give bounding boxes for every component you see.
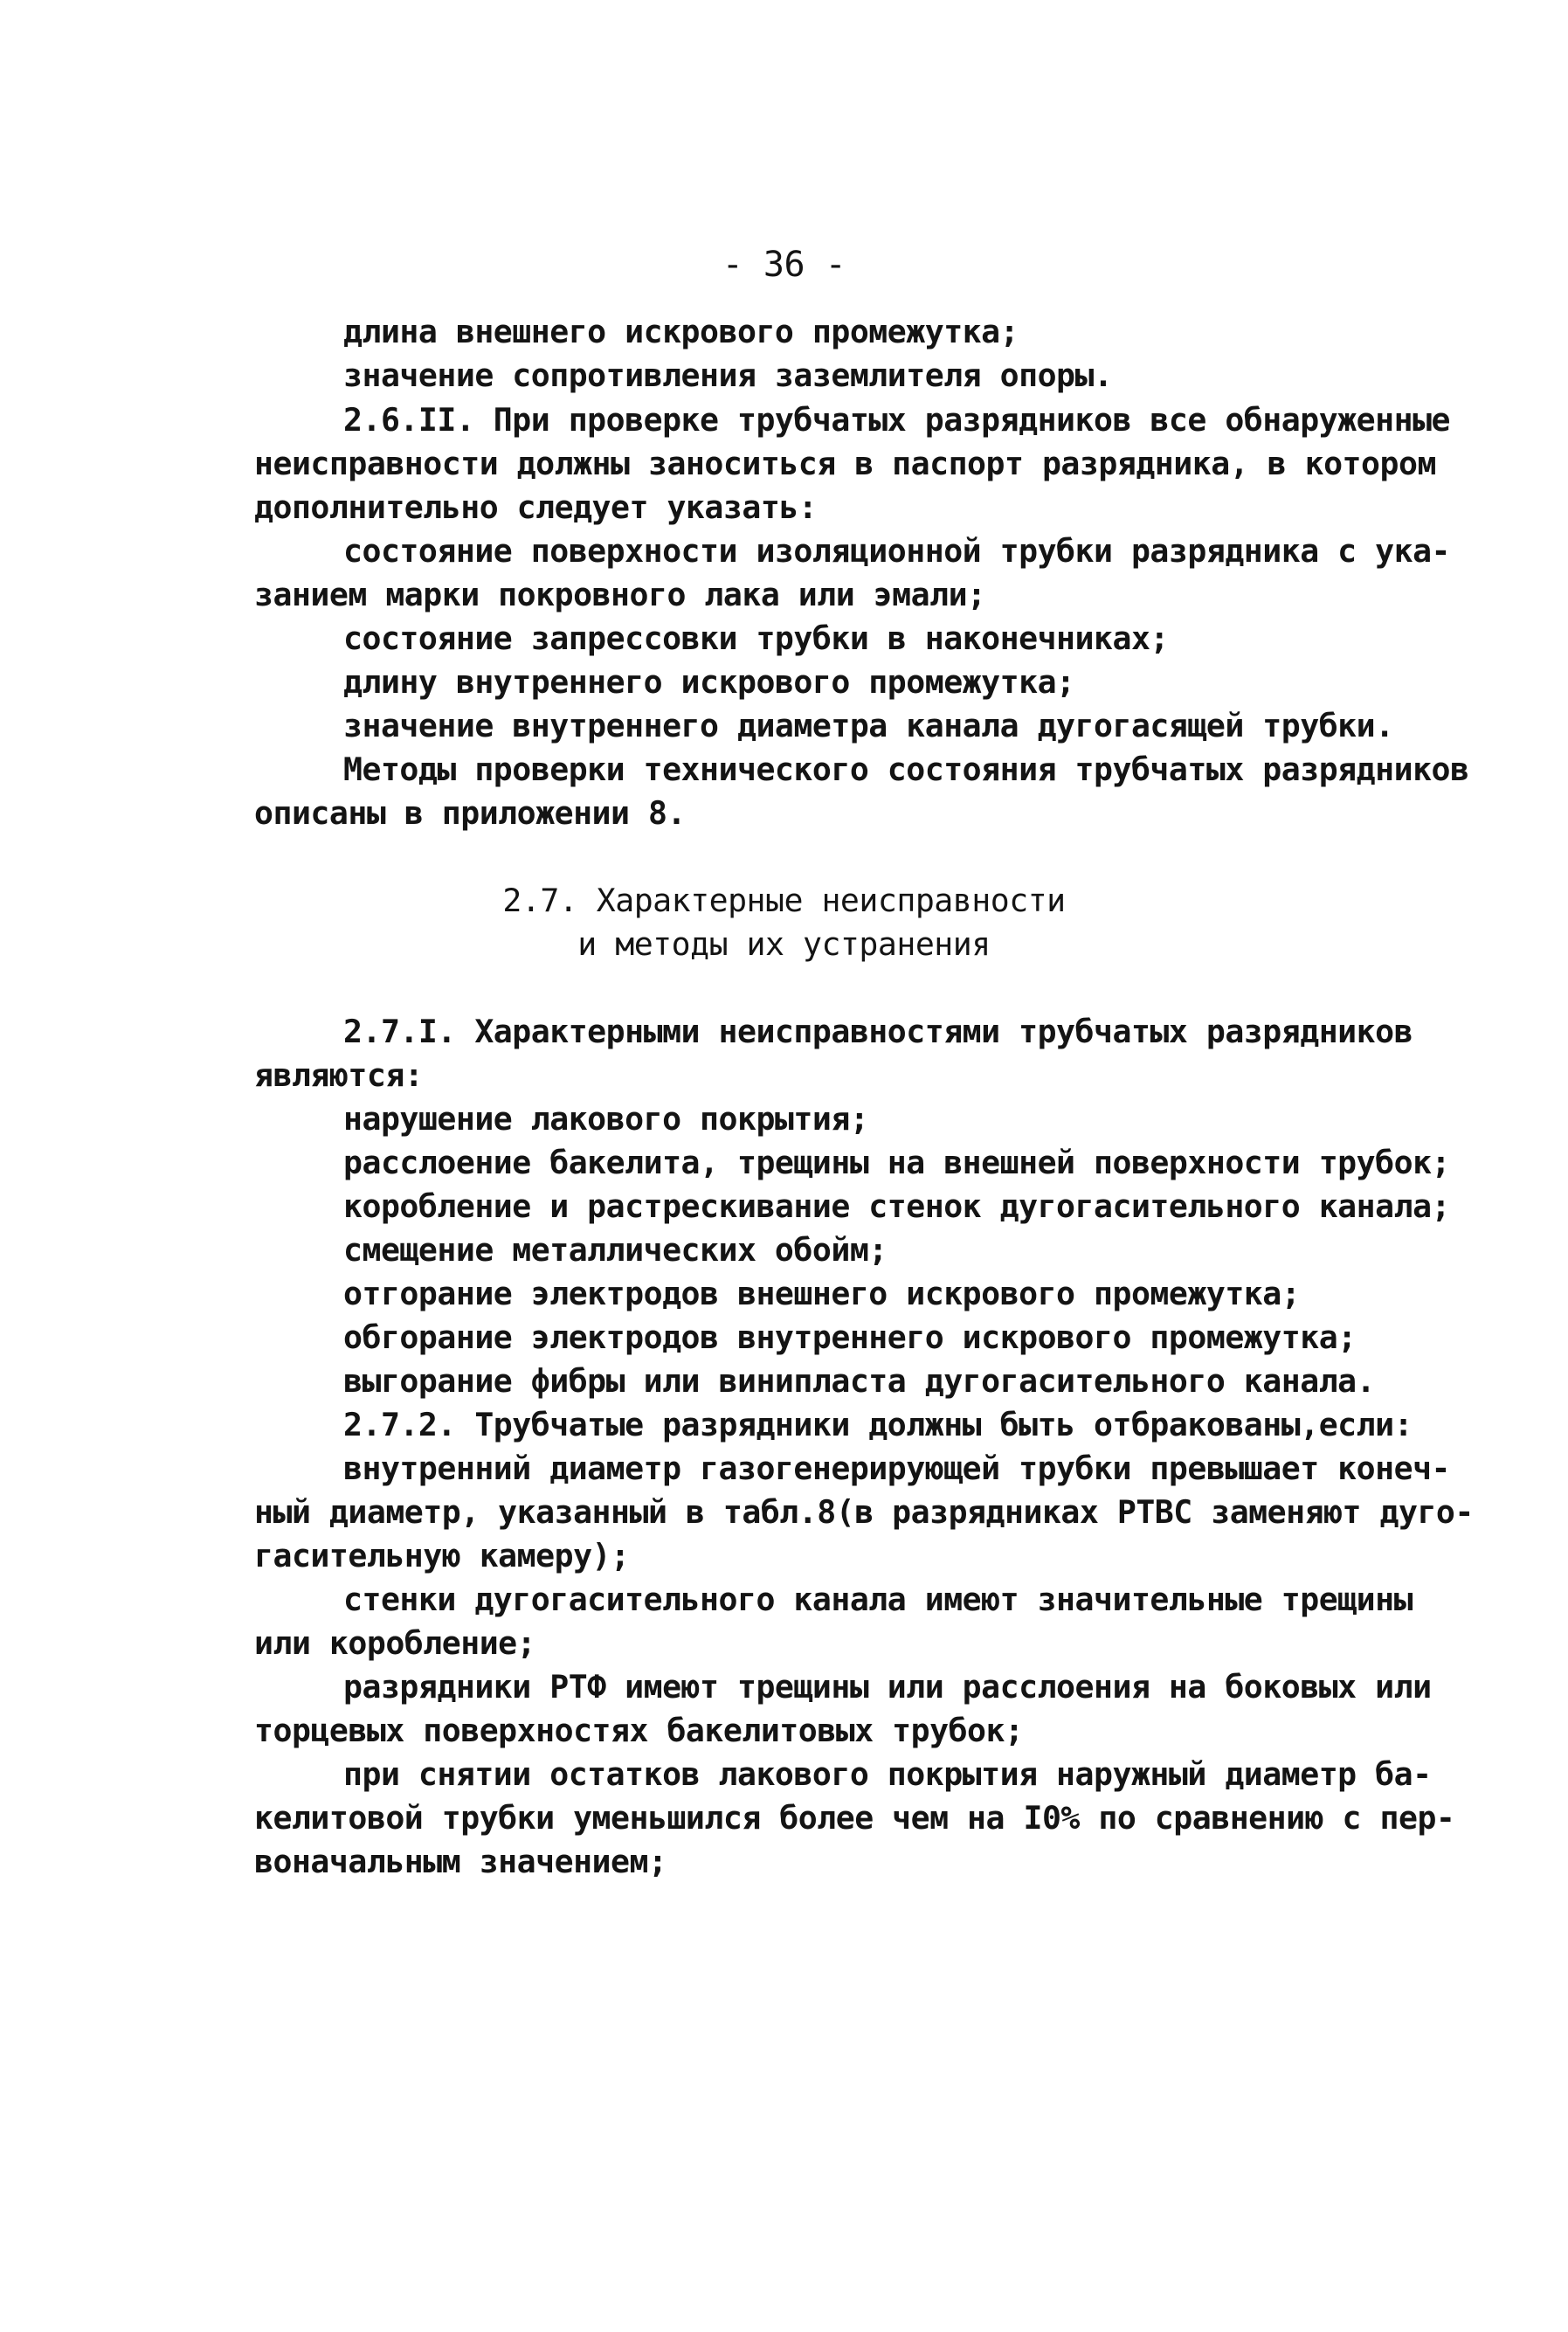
text-line: значение внутреннего диаметра канала дугогасящей трубки. — [343, 707, 1394, 744]
text-line: дополнительно следует указать: — [254, 488, 818, 526]
text-line: 2.7.I. Характерными неисправностями трубчатых разрядников — [343, 1013, 1413, 1050]
text-line: состояние запрессовки трубки в наконечниках; — [343, 619, 1169, 657]
text-line: расслоение бакелита, трещины на внешней поверхности трубок; — [343, 1144, 1451, 1181]
text-line: значение сопротивления заземлителя опоры. — [343, 356, 1113, 394]
text-line: описаны в приложении 8. — [254, 794, 686, 832]
text-line: 2.7.2. Трубчатые разрядники должны быть отбракованы,если: — [343, 1406, 1413, 1443]
text-line: длина внешнего искрового промежутка; — [343, 313, 1019, 350]
text-line: внутренний диаметр газогенерирующей трубки превышает конеч- — [343, 1450, 1451, 1487]
text-line: длину внутреннего искрового промежутка; — [343, 663, 1075, 701]
text-line: выгорание фибры или винипласта дугогасительного канала. — [343, 1362, 1376, 1400]
text-line: являются: — [254, 1056, 424, 1094]
text-line: разрядники РТФ имеют трещины или расслоения на боковых или — [343, 1668, 1432, 1706]
section-heading-line: 2.7. Характерные неисправности — [502, 882, 1066, 919]
text-line: гасительную камеру); — [254, 1537, 630, 1574]
text-line: смещение металлических обойм; — [343, 1231, 888, 1269]
text-line: нарушение лакового покрытия; — [343, 1100, 869, 1138]
text-line: обгорание электродов внутреннего искрового промежутка; — [343, 1318, 1357, 1356]
text-line: келитовой трубки уменьшился более чем на I0% по сравнению с пер- — [254, 1799, 1455, 1837]
text-line: стенки дугогасительного канала имеют значительные трещины — [343, 1581, 1413, 1618]
text-line: Методы проверки технического состояния трубчатых разрядников — [343, 751, 1469, 788]
text-line: или коробление; — [254, 1624, 536, 1662]
page-number: - 36 - — [722, 245, 846, 285]
text-line: воначальным значением; — [254, 1843, 667, 1880]
text-line: при снятии остатков лакового покрытия наружный диаметр ба- — [343, 1755, 1432, 1793]
section-heading-line: и методы их устранения — [577, 925, 991, 963]
text-line: ный диаметр, указанный в табл.8(в разрядниках РТВС заменяют дуго- — [254, 1493, 1474, 1531]
text-line: состояние поверхности изоляционной трубки разрядника с ука- — [343, 532, 1451, 570]
text-line: коробление и растрескивание стенок дугогасительного канала; — [343, 1187, 1451, 1225]
text-line: отгорание электродов внешнего искрового промежутка; — [343, 1275, 1301, 1312]
text-line: 2.6.II. При проверке трубчатых разрядников все обнаруженные — [343, 401, 1451, 439]
text-line: неисправности должны заноситься в паспорт разрядника, в котором — [254, 445, 1436, 482]
text-line: занием марки покровного лака или эмали; — [254, 576, 986, 613]
text-line: торцевых поверхностях бакелитовых трубок; — [254, 1712, 1024, 1749]
